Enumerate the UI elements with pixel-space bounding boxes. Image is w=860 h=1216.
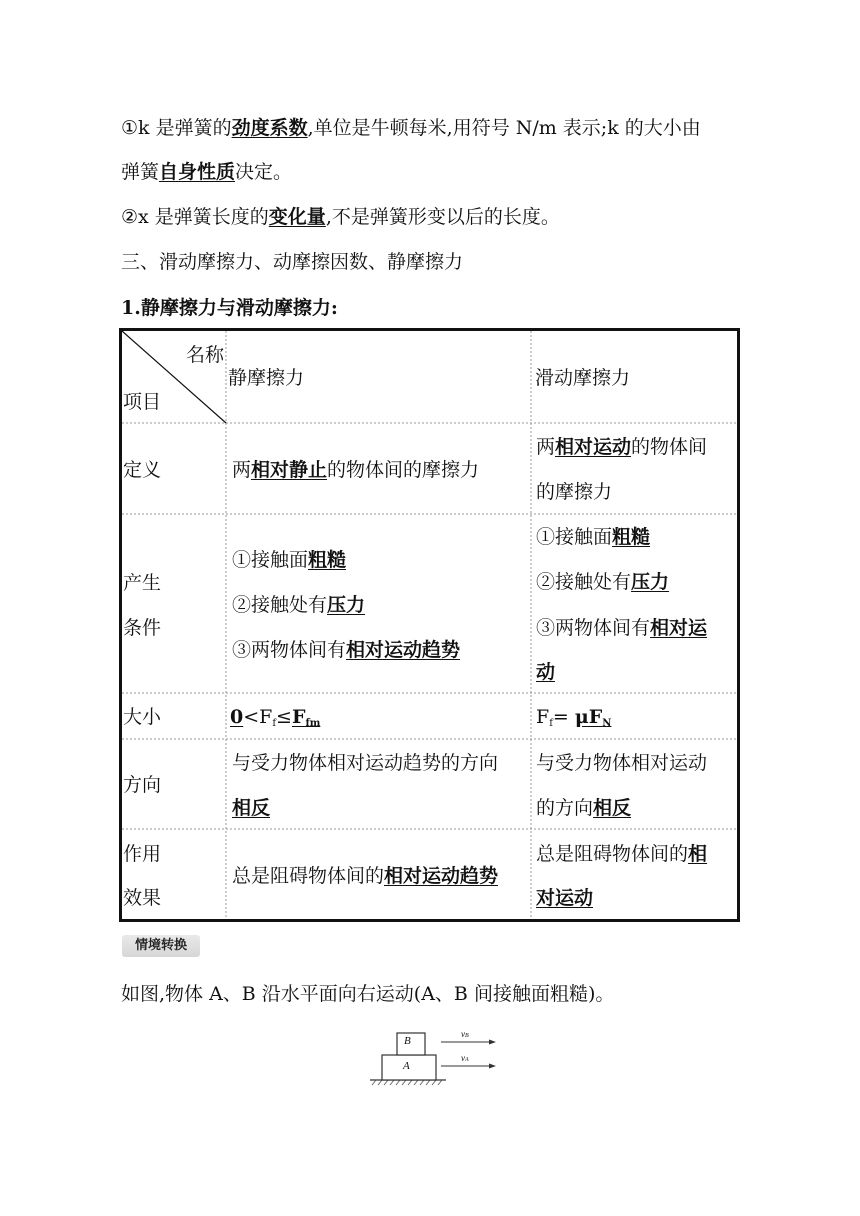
- underlined-term: 粗糙: [308, 549, 347, 571]
- subscript: N: [602, 718, 612, 729]
- underlined-term: 相反: [232, 797, 271, 819]
- underlined-term: 相: [688, 843, 708, 865]
- col-header-sliding: 滑动摩擦力: [535, 367, 631, 389]
- text: F: [536, 706, 550, 728]
- text: ③两物体间有: [232, 639, 347, 661]
- text: 的物体间的摩擦力: [327, 459, 480, 481]
- velocity-a-label: [461, 1053, 469, 1063]
- text: =: [552, 706, 575, 728]
- scenario-badge: 情境转换: [122, 935, 200, 957]
- underlined-term: 粗糙: [612, 526, 651, 548]
- underlined-term: 相对运动: [555, 436, 632, 458]
- text: ②x 是弹簧长度的: [121, 206, 269, 228]
- text: ①接触面: [536, 526, 613, 548]
- text: ,不是弹簧形变以后的长度。: [325, 206, 560, 228]
- block-b: [397, 1033, 425, 1055]
- text: 总是阻碍物体间的: [536, 843, 689, 865]
- text: v: [461, 1053, 465, 1063]
- text: 两: [232, 459, 252, 481]
- text: ,单位是牛顿每米,用符号 N/m 表示;k 的大小由: [307, 117, 701, 139]
- row-label-size: 大小: [123, 706, 162, 728]
- cell-def-sliding-2: 的摩擦力: [536, 481, 613, 503]
- row-label-effect-1: 作用: [123, 843, 162, 865]
- subscript: f: [549, 718, 553, 729]
- row-label-conditions-1: 产生: [123, 572, 162, 594]
- text: 两: [536, 436, 556, 458]
- velocity-b-label: [461, 1029, 469, 1039]
- subscript: B: [465, 1033, 469, 1039]
- text: 决定。: [235, 161, 293, 183]
- underlined-term: 动: [536, 661, 556, 683]
- subscript: fm: [305, 718, 321, 729]
- row-label-definition: 定义: [123, 459, 162, 481]
- underlined-term: 压力: [631, 571, 670, 593]
- block-a-label: A: [403, 1060, 410, 1072]
- text: μF: [574, 706, 603, 728]
- text: 弹簧: [121, 161, 160, 183]
- section-heading: 三、滑动摩擦力、动摩擦因数、静摩擦力: [121, 251, 464, 273]
- text: ≤: [276, 706, 292, 728]
- underlined-term: 相反: [593, 797, 632, 819]
- text: ③两物体间有: [536, 617, 651, 639]
- subscript: f: [272, 718, 277, 729]
- subscript: A: [465, 1057, 469, 1063]
- col-header-static: 静摩擦力: [228, 367, 305, 389]
- corner-top-label: 名称: [186, 344, 225, 366]
- underlined-term: 相对静止: [251, 459, 328, 481]
- underlined-term: 相对运动趋势: [346, 639, 461, 661]
- row-label-direction: 方向: [123, 774, 162, 796]
- underlined-term: 压力: [327, 594, 366, 616]
- underlined-term: 对运动: [536, 887, 594, 909]
- text: ①k 是弹簧的: [121, 117, 232, 139]
- scenario-text: 如图,物体 A、B 沿水平面向右运动(A、B 间接触面粗糙)。: [121, 983, 615, 1005]
- row-label-effect-2: 效果: [123, 887, 162, 909]
- text: 总是阻碍物体间的: [232, 865, 385, 887]
- text: ②接触处有: [536, 571, 632, 593]
- corner-bottom-label: 项目: [123, 391, 162, 413]
- underlined-term: 自身性质: [159, 161, 236, 183]
- text: ②接触处有: [232, 594, 328, 616]
- underlined-term: 劲度系数: [231, 117, 308, 139]
- block-b-label: B: [404, 1035, 411, 1047]
- cell-dir-sliding-1: 与受力物体相对运动: [536, 752, 708, 774]
- text: v: [461, 1029, 465, 1039]
- text: <F: [243, 706, 273, 728]
- cell-dir-static-1: 与受力物体相对运动趋势的方向: [232, 752, 499, 774]
- text: 的物体间: [631, 436, 708, 458]
- subsection-heading: 1.静摩擦力与滑动摩擦力:: [121, 297, 338, 319]
- text: ①接触面: [232, 549, 309, 571]
- underlined-term: 相对运: [650, 617, 708, 639]
- underlined-term: 变化量: [268, 206, 326, 228]
- text: 的方向: [536, 797, 594, 819]
- row-label-conditions-2: 条件: [123, 617, 162, 639]
- underlined-term: 相对运动趋势: [384, 865, 499, 887]
- zero-value: 0: [230, 706, 244, 728]
- text: F: [291, 706, 306, 728]
